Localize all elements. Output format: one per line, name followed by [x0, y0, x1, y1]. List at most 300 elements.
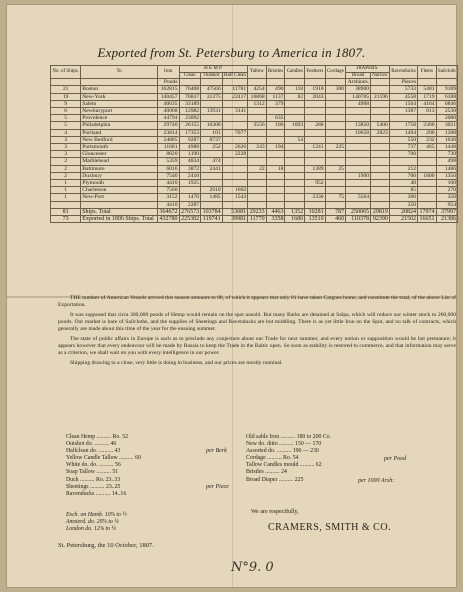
table-row	[51, 93, 458, 100]
table-cell: 7540	[157, 172, 179, 179]
table-cell: 1190	[179, 151, 201, 158]
table-cell: 2626	[222, 144, 247, 151]
letter-date: St. Petersburg, the 10 October, 1807.	[58, 542, 154, 549]
table-cell	[346, 115, 371, 122]
table-body	[51, 79, 458, 223]
table-cell: 8820	[157, 151, 179, 158]
table-cell	[346, 136, 371, 143]
table-cell: Poods	[157, 79, 179, 86]
table-cell	[285, 187, 305, 194]
table-cell: 1448	[436, 144, 457, 151]
table-cell: 250065	[346, 208, 371, 215]
price-value: Ro. 23..33	[95, 476, 121, 483]
table-cell: 11781	[222, 86, 247, 93]
table-cell: 7077	[222, 129, 247, 136]
table-cell: 1137	[266, 93, 285, 100]
table-cell: 19	[51, 93, 81, 100]
table-cell: 21502	[389, 216, 417, 223]
table-cell: 5	[51, 115, 81, 122]
table-cell	[285, 201, 305, 208]
table-cell: 162815	[157, 86, 179, 93]
price-value: 56	[114, 462, 121, 469]
table-cell	[418, 165, 437, 172]
table-cell: 92390	[371, 216, 390, 223]
table-cell: 140705	[346, 93, 371, 100]
table-cell	[305, 108, 326, 115]
table-cell: 75	[325, 194, 346, 201]
price-item: Cordage	[246, 455, 266, 462]
table-cell: 5359	[157, 158, 179, 165]
table-cell: 2228	[222, 151, 247, 158]
table-cell: 1918	[305, 86, 326, 93]
table-cell: 40	[389, 180, 417, 187]
paragraph: The state of public affairs in Europe is such as to preclude any conjecture about our Trade for next summer, and every notion or supposition would be but premature; it appears however that every endeavour will be made by Russia to keep the Trade in the Baltic open. So soon as stability is restored to commerce, and that information may serve as a criterion, we shall wait on you with every intelligence in our power.	[58, 336, 456, 357]
table-cell	[285, 151, 305, 158]
col-feathers: Feathers	[305, 66, 326, 79]
table-cell: 1602	[222, 187, 247, 194]
table-cell: 276573	[179, 208, 201, 215]
price-value: 51	[112, 469, 119, 476]
table-cell: 38900	[346, 86, 371, 93]
leader-dots: ..........	[298, 462, 316, 469]
per-berk-label: per Berk	[206, 448, 227, 454]
table-cell	[222, 158, 247, 165]
paragraph: Shipping drawing to a close, very little is doing in business, and our prices are mostly nominal.	[70, 360, 283, 367]
table-cell: 39981	[222, 216, 247, 223]
table-cell	[222, 79, 247, 86]
price-item: White do. do.	[66, 462, 98, 469]
table-cell: 1	[51, 187, 81, 194]
table-cell	[325, 136, 346, 143]
export-table	[50, 65, 458, 223]
table-cell	[371, 165, 390, 172]
table-cell	[266, 158, 285, 165]
price-value: 225	[294, 476, 304, 483]
table-cell: 29233	[249, 208, 265, 215]
table-cell: 737	[389, 144, 417, 151]
table-cell	[436, 79, 457, 86]
price-item: Assorted do.	[246, 448, 276, 455]
table-cell: 24885	[157, 136, 179, 143]
table-cell: 21386	[436, 216, 457, 223]
table-cell	[285, 129, 305, 136]
col-candles: Candles	[285, 66, 305, 79]
table-cell: Plymouth	[81, 180, 158, 187]
table-cell: 2	[51, 165, 81, 172]
leader-dots: ..........	[263, 469, 282, 476]
price-item: Duck	[66, 476, 79, 483]
table-cell	[51, 79, 81, 86]
table-cell: 4834	[179, 158, 201, 165]
table-cell	[285, 172, 305, 179]
table-cell	[222, 172, 247, 179]
exchange-row	[66, 519, 127, 526]
table-cell: 3872	[179, 165, 201, 172]
leader-dots: ..........	[94, 490, 112, 497]
table-cell: 3358	[266, 216, 285, 223]
table-cell	[325, 129, 346, 136]
table-cell	[389, 115, 417, 122]
table-cell	[266, 129, 285, 136]
price-item: Soap Tallow	[66, 469, 95, 476]
table-cell: 2823	[371, 129, 390, 136]
table-row	[51, 194, 458, 201]
col-cordage: Cordage	[325, 66, 346, 79]
table-cell	[325, 79, 346, 86]
table-cell: Portland	[81, 129, 158, 136]
table-cell	[418, 201, 437, 208]
table-row	[51, 187, 458, 194]
table-cell	[346, 108, 371, 115]
table-cell	[371, 136, 390, 143]
table-cell	[305, 158, 326, 165]
price-row	[66, 455, 226, 462]
table-cell	[325, 158, 346, 165]
price-item: Halfclean do.	[66, 448, 98, 455]
table-cell	[266, 108, 285, 115]
table-cell: 44794	[157, 115, 179, 122]
table-cell	[371, 151, 390, 158]
table-cell: 288	[305, 122, 326, 129]
table-cell	[346, 144, 371, 151]
table-cell: 82	[285, 93, 305, 100]
table-cell: 2330	[305, 194, 326, 201]
table-cell: 20824	[389, 208, 417, 215]
table-cell	[418, 151, 437, 158]
table-cell: 11681	[157, 144, 179, 151]
handwritten-note: N°9. 0	[231, 560, 274, 575]
leader-dots: ..........	[97, 448, 115, 455]
table-cell	[285, 165, 305, 172]
leader-dots: ..........	[117, 455, 136, 462]
table-cell	[418, 180, 437, 187]
table-cell: 2	[51, 172, 81, 179]
table-cell	[201, 79, 223, 86]
table-cell: 12982	[179, 108, 201, 115]
table-cell: 460	[325, 216, 346, 223]
table-cell: 2043	[305, 93, 326, 100]
table-cell: 23092	[179, 115, 201, 122]
table-cell	[222, 100, 247, 107]
table-cell: 16308	[201, 122, 223, 129]
table-cell: 54	[285, 136, 305, 143]
price-value: 190 — 230	[292, 448, 319, 455]
table-cell	[266, 136, 285, 143]
table-cell	[222, 165, 247, 172]
table-cell: 5	[51, 122, 81, 129]
price-row	[246, 462, 436, 469]
table-cell	[248, 108, 267, 115]
table-cell: 9	[51, 100, 81, 107]
price-item: Ravenducks	[66, 490, 95, 497]
price-row	[66, 477, 226, 484]
table-cell	[179, 187, 201, 194]
table-cell: New Bedford	[81, 136, 158, 143]
table-cell	[371, 108, 390, 115]
price-item: Tallow Candles mould	[246, 462, 299, 469]
exchange-row	[66, 512, 127, 519]
table-cell: 76837	[179, 93, 201, 100]
table-cell	[325, 187, 346, 194]
table-cell	[51, 201, 81, 208]
table-cell: 26155	[179, 122, 201, 129]
table-cell: 4410	[157, 180, 179, 187]
table-cell	[248, 79, 267, 86]
table-cell	[325, 172, 346, 179]
table-cell	[418, 79, 437, 86]
table-cell	[222, 180, 247, 187]
table-cell	[346, 187, 371, 194]
table-cell	[266, 187, 285, 194]
table-cell: Duxbury	[81, 172, 158, 179]
table-cell: 4	[51, 129, 81, 136]
table-cell: 498	[436, 158, 457, 165]
group-header-row	[51, 66, 458, 73]
ships-count: 81	[51, 208, 81, 215]
table-cell: 379	[266, 100, 285, 107]
table-cell	[266, 180, 285, 187]
price-item: Old sable Iron	[246, 434, 280, 440]
table-cell	[222, 201, 247, 208]
table-cell: Gloucester	[81, 151, 158, 158]
table-cell: 465	[418, 144, 437, 151]
table-row	[51, 172, 458, 179]
table-cell	[222, 136, 247, 143]
table-cell: 730	[436, 151, 457, 158]
table-cell: 1900	[346, 172, 371, 179]
table-cell: 2080	[436, 115, 457, 122]
table-cell: 1387	[389, 108, 417, 115]
table-cell: 1312	[248, 100, 267, 107]
table-cell	[248, 158, 267, 165]
table-cell	[346, 158, 371, 165]
table-cell: 13850	[346, 122, 371, 129]
table-cell: 1352	[285, 208, 305, 215]
table-cell: 22	[248, 165, 267, 172]
table-cell: 40068	[157, 108, 179, 115]
price-value: 43	[114, 448, 121, 455]
table-cell: Baltimore	[81, 165, 158, 172]
table-row	[51, 151, 458, 158]
table-cell: 270	[436, 187, 457, 194]
leader-dots: ..........	[265, 455, 284, 462]
table-row	[51, 108, 458, 115]
table-cell: 3	[51, 136, 81, 143]
table-cell: 1758	[389, 122, 417, 129]
table-cell: 2530	[436, 108, 457, 115]
table-cell: 6016	[157, 165, 179, 172]
table-cell	[371, 158, 390, 165]
table-cell: 3556	[248, 122, 267, 129]
table-cell: 4908	[346, 100, 371, 107]
table-cell: 31375	[201, 93, 223, 100]
table-cell	[389, 158, 417, 165]
table-cell: 3152	[157, 194, 179, 201]
table-cell: 232	[418, 136, 437, 143]
exchange-rates	[66, 512, 127, 533]
table-cell	[248, 129, 267, 136]
price-row	[246, 455, 436, 462]
table-cell: 300	[325, 86, 346, 93]
table-cell: 40635	[157, 100, 179, 107]
leader-dots: ..........	[275, 448, 293, 455]
prev-year-row	[51, 216, 458, 223]
table-cell: 1494	[389, 129, 417, 136]
table-cell: 8737	[201, 136, 223, 143]
price-row	[246, 448, 436, 455]
table-cell: 1564	[389, 100, 417, 107]
price-item: New do. ditto	[246, 441, 278, 448]
table-cell	[418, 158, 437, 165]
table-cell: 1093	[285, 122, 305, 129]
table-cell: 1389	[305, 165, 326, 172]
price-row	[246, 441, 436, 448]
table-cell: 29740	[157, 122, 179, 129]
table-cell: 21596	[371, 93, 390, 100]
table-cell: 432780	[157, 216, 179, 223]
table-row	[51, 165, 458, 172]
col-outshot: Outshot	[201, 72, 223, 79]
price-list-left	[66, 434, 226, 498]
price-value: 14..16	[111, 490, 127, 497]
table-cell: 53081	[222, 208, 247, 215]
table-cell: 1	[51, 180, 81, 187]
table-cell: 6188	[436, 93, 457, 100]
table-cell	[346, 151, 371, 158]
table-cell: 4254	[248, 86, 267, 93]
table-cell: 474	[201, 158, 223, 165]
table-cell: 1288	[436, 129, 457, 136]
table-cell	[371, 194, 390, 201]
table-cell: 2410	[179, 172, 201, 179]
table-cell	[346, 165, 371, 172]
table-cell: 1543	[222, 194, 247, 201]
table-cell: Marblehead	[81, 158, 158, 165]
table-cell	[285, 79, 305, 86]
table-cell: 7560	[157, 187, 179, 194]
table-cell: 85	[389, 187, 417, 194]
per-arsh-label: per 1000 Arsh:	[358, 478, 395, 484]
table-cell: 16651	[419, 216, 435, 223]
table-cell	[248, 194, 267, 201]
table-row	[51, 144, 458, 151]
hemp-group-header: H E M P.	[179, 66, 248, 73]
table-cell: 300	[389, 194, 417, 201]
table-cell	[325, 122, 346, 129]
table-cell	[248, 201, 267, 208]
table-cell: 17974	[419, 208, 435, 215]
table-cell: 1486	[436, 165, 457, 172]
table-cell: 1630	[436, 136, 457, 143]
table-cell: 200	[418, 129, 437, 136]
table-cell: 5733	[389, 86, 417, 93]
table-cell: 33189	[179, 100, 201, 107]
letter-sheet	[6, 4, 457, 588]
table-cell	[325, 100, 346, 107]
table-cell	[201, 172, 223, 179]
table-row	[51, 100, 458, 107]
price-item: Clean Hemp	[66, 434, 96, 440]
table-cell: 10658	[346, 129, 371, 136]
table-cell	[248, 115, 267, 122]
table-cell: 700	[389, 172, 417, 179]
table-cell: 6846	[436, 100, 457, 107]
table-cell: 952	[305, 180, 326, 187]
table-cell	[325, 93, 346, 100]
table-cell	[325, 180, 346, 187]
table-cell	[248, 187, 267, 194]
exchange-label: London do.	[66, 526, 93, 532]
table-cell	[285, 108, 305, 115]
table-row	[51, 129, 458, 136]
table-cell: Arshines.	[346, 79, 371, 86]
table-cell: 76408	[179, 86, 201, 93]
table-cell: 787	[325, 208, 346, 215]
price-row	[246, 477, 436, 484]
table-cell: 2	[51, 158, 81, 165]
exchange-label: Amsterd. do.	[66, 519, 96, 525]
table-cell: 100	[436, 180, 457, 187]
table-cell: 18	[266, 165, 285, 172]
table-cell: 3021	[436, 122, 457, 129]
table-cell: 1350	[436, 172, 457, 179]
table-cell: 118	[285, 86, 305, 93]
table-cell: Newburyport	[81, 108, 158, 115]
table-cell	[346, 180, 371, 187]
table-cell	[305, 115, 326, 122]
table-cell: 225	[325, 144, 346, 151]
leader-dots: ..........	[277, 476, 295, 483]
table-cell: 47566	[201, 86, 223, 93]
table-cell: 490	[266, 86, 285, 93]
table-cell: 6	[51, 108, 81, 115]
table-cell: 813	[418, 108, 437, 115]
table-cell	[325, 115, 346, 122]
table-cell: 29819	[371, 208, 390, 215]
price-row	[66, 462, 226, 469]
table-cell	[371, 144, 390, 151]
units-row	[51, 79, 458, 86]
price-item: Yellow Candle Tallow	[66, 455, 118, 462]
table-cell	[305, 136, 326, 143]
table-cell: 4164	[418, 100, 437, 107]
exchange-value: 12⅜ to ¼	[93, 526, 116, 532]
price-list-right	[246, 434, 436, 484]
paragraph: THE number of American Vessels arrived this season amounts to 88, of which it appears that only 81 have taken Cargoes home, and constitute the total, of the above List of Exportation.	[58, 295, 456, 309]
table-cell	[305, 151, 326, 158]
table-cell	[266, 201, 285, 208]
table-cell	[201, 100, 223, 107]
document-title: Exported from St. Petersburg to America in 1807.	[97, 45, 366, 60]
table-cell: Charleston	[81, 187, 158, 194]
leader-dots: ..........	[88, 483, 106, 490]
table-cell	[285, 180, 305, 187]
table-cell	[248, 136, 267, 143]
table-cell: 4410	[157, 201, 179, 208]
table-cell: 103784	[201, 208, 223, 215]
table-cell: 140457	[157, 93, 179, 100]
table-cell: 23814	[157, 129, 179, 136]
exchange-value: 10⅞ to ½	[104, 512, 127, 518]
table-cell	[305, 201, 326, 208]
table-cell: 4988	[179, 144, 201, 151]
table-cell: 25	[325, 165, 346, 172]
price-value: 150 — 170	[295, 441, 322, 448]
table-cell: 194	[266, 144, 285, 151]
table-cell: 11770	[248, 216, 267, 223]
ships-count: 73	[51, 216, 81, 223]
table-cell: 635	[266, 115, 285, 122]
